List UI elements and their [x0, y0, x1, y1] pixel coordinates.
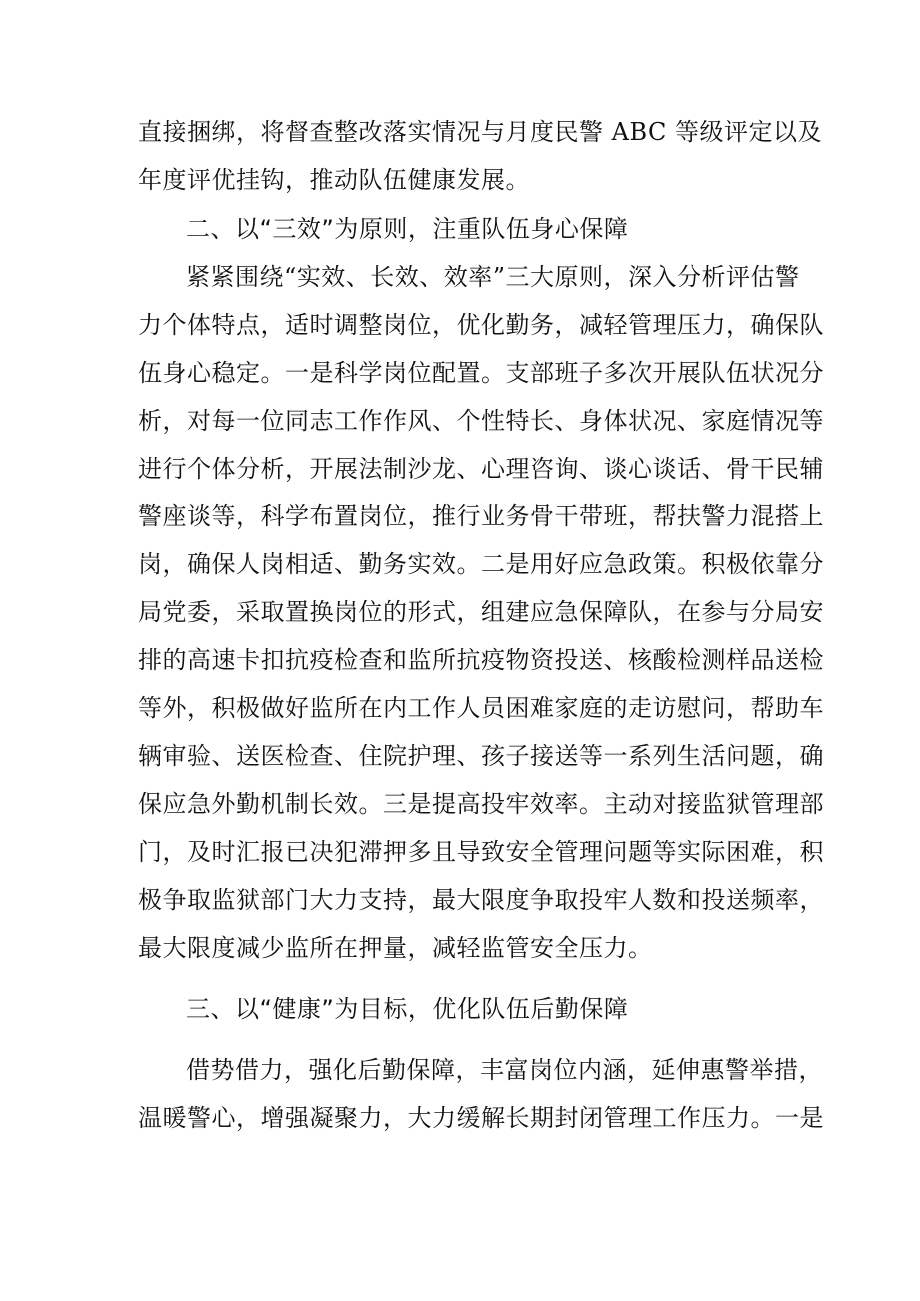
paragraph-line: 析，对每一位同志工作作风、个性特长、身体状况、家庭情况等	[138, 407, 824, 435]
paragraph-line: 年度评优挂钩，推动队伍健康发展。	[138, 166, 530, 194]
paragraph-line: 警座谈等，科学布置岗位，推行业务骨干带班，帮扶警力混搭上	[138, 502, 824, 530]
paragraph-line: 门，及时汇报已决犯滞押多且导致安全管理问题等实际困难，积	[138, 838, 824, 866]
paragraph-line: 温暖警心，增强凝聚力，大力缓解长期封闭管理工作压力。一是	[138, 1104, 824, 1132]
section-heading-2: 二、以“三效”为原则，注重队伍身心保障	[186, 215, 629, 243]
paragraph-line: 进行个体分析，开展法制沙龙、心理咨询、谈心谈话、骨干民辅	[138, 455, 824, 483]
paragraph-line: 辆审验、送医检查、住院护理、孩子接送等一系列生活问题，确	[138, 742, 824, 770]
paragraph-line: 力个体特点，适时调整岗位，优化勤务，减轻管理压力，确保队	[138, 311, 824, 339]
paragraph-line: 极争取监狱部门大力支持，最大限度争取投牢人数和投送频率，	[138, 886, 824, 914]
paragraph-line: 岗，确保人岗相适、勤务实效。二是用好应急政策。积极依靠分	[138, 550, 824, 578]
section-heading-3: 三、以“健康”为目标，优化队伍后勤保障	[186, 995, 629, 1023]
paragraph-line: 伍身心稳定。一是科学岗位配置。支部班子多次开展队伍状况分	[138, 359, 824, 387]
paragraph-line: 等外，积极做好监所在内工作人员困难家庭的走访慰问，帮助车	[138, 694, 824, 722]
paragraph-line: 直接捆绑，将督查整改落实情况与月度民警 ABC 等级评定以及	[138, 118, 823, 146]
paragraph-line: 最大限度减少监所在押量，减轻监管安全压力。	[138, 934, 653, 962]
paragraph-line: 排的高速卡扣抗疫检查和监所抗疫物资投送、核酸检测样品送检	[138, 646, 824, 674]
paragraph-line: 保应急外勤机制长效。三是提高投牢效率。主动对接监狱管理部	[138, 790, 824, 818]
paragraph-line: 紧紧围绕“实效、长效、效率”三大原则，深入分析评估警	[186, 263, 800, 291]
paragraph-line: 借势借力，强化后勤保障，丰富岗位内涵，延伸惠警举措，	[186, 1056, 823, 1084]
paragraph-line: 局党委，采取置换岗位的形式，组建应急保障队，在参与分局安	[138, 598, 824, 626]
